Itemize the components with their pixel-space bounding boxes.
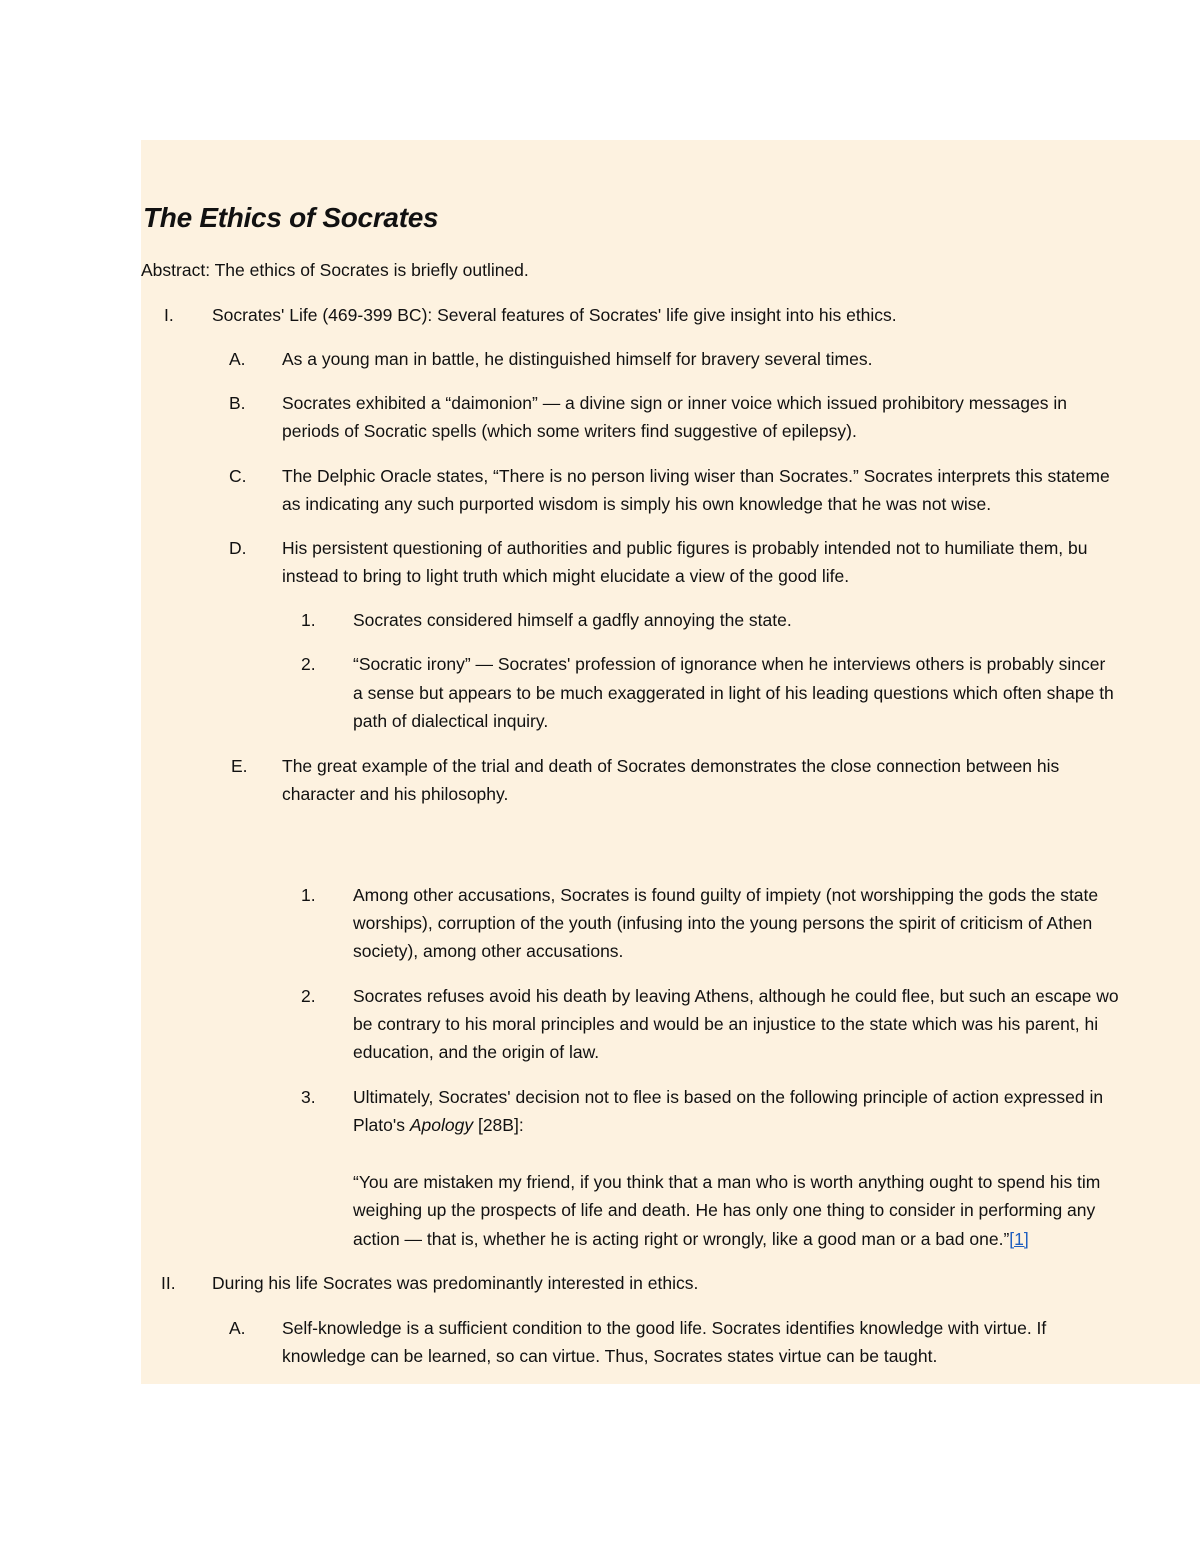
subitem-text: worships), corruption of the youth (infusing into the young persons the spirit of criticism of Athen	[353, 913, 1093, 933]
subitem-marker: 3.	[301, 1087, 316, 1107]
item-text: periods of Socratic spells (which some writers find suggestive of epilepsy).	[282, 421, 857, 441]
abstract: Abstract: The ethics of Socrates is briefly outlined.	[141, 260, 529, 280]
item-text: instead to bring to light truth which might elucidate a view of the good life.	[282, 566, 850, 586]
citation-prefix: Plato's	[353, 1115, 410, 1135]
document-page	[141, 140, 1200, 1384]
citation-suffix: [28B]:	[473, 1115, 524, 1135]
subitem-text: a sense but appears to be much exaggerated in light of his leading questions which often shape th	[353, 683, 1114, 703]
item-text: knowledge can be learned, so can virtue. Thus, Socrates states virtue can be taught.	[282, 1346, 938, 1366]
quote-text: weighing up the prospects of life and death. He has only one thing to consider in performing any	[353, 1200, 1096, 1220]
item-text: Self-knowledge is a sufficient condition to the good life. Socrates identifies knowledge with virtue. If	[282, 1318, 1047, 1338]
item-text: The Delphic Oracle states, “There is no person living wiser than Socrates.” Socrates interprets this stateme	[282, 466, 1110, 486]
subitem-marker: 1.	[301, 610, 316, 630]
item-text: As a young man in battle, he distinguished himself for bravery several times.	[282, 349, 873, 369]
subitem-text: path of dialectical inquiry.	[353, 711, 549, 731]
work-title: Apology	[409, 1115, 474, 1135]
item-marker: E.	[231, 756, 248, 776]
subitem-marker: 2.	[301, 986, 316, 1006]
subitem-text: society), among other accusations.	[353, 941, 624, 961]
item-text: as indicating any such purported wisdom is simply his own knowledge that he was not wise.	[282, 494, 992, 514]
quote-text: action — that is, whether he is acting right or wrongly, like a good man or a bad one.”	[353, 1229, 1010, 1249]
quote-text-last	[353, 1225, 1029, 1254]
footnote-link[interactable]: [1]	[1009, 1229, 1029, 1249]
subitem-text: Socrates considered himself a gadfly annoying the state.	[353, 610, 792, 630]
item-marker: A.	[229, 349, 246, 369]
subitem-text: education, and the origin of law.	[353, 1042, 600, 1062]
section-heading: Socrates' Life (469-399 BC): Several features of Socrates' life give insight into his ethics.	[212, 305, 897, 325]
subitem-text-with-citation	[353, 1111, 524, 1140]
subitem-text: Ultimately, Socrates' decision not to flee is based on the following principle of action expressed in	[353, 1087, 1104, 1107]
item-text: character and his philosophy.	[282, 784, 509, 804]
document-content	[141, 140, 1200, 1384]
item-text: His persistent questioning of authorities and public figures is probably intended not to humiliate them, bu	[282, 538, 1088, 558]
section-heading: During his life Socrates was predominantly interested in ethics.	[212, 1273, 699, 1293]
document-title: The Ethics of Socrates	[143, 202, 439, 233]
item-marker: D.	[229, 538, 247, 558]
section-marker: I.	[164, 305, 174, 325]
item-marker: B.	[229, 393, 246, 413]
subitem-text: Among other accusations, Socrates is found guilty of impiety (not worshipping the gods the state	[353, 885, 1099, 905]
section-marker: II.	[161, 1273, 176, 1293]
item-text: The great example of the trial and death of Socrates demonstrates the close connection between his	[282, 756, 1060, 776]
subitem-marker: 1.	[301, 885, 316, 905]
quote-text: “You are mistaken my friend, if you think that a man who is worth anything ought to spend his tim	[353, 1172, 1101, 1192]
subitem-text: be contrary to his moral principles and would be an injustice to the state which was his parent, hi	[353, 1014, 1099, 1034]
item-marker: C.	[229, 466, 247, 486]
item-text: Socrates exhibited a “daimonion” — a divine sign or inner voice which issued prohibitory messages in	[282, 393, 1067, 413]
subitem-marker: 2.	[301, 654, 316, 674]
subitem-text: “Socratic irony” — Socrates' profession of ignorance when he interviews others is probably sincer	[353, 654, 1106, 674]
item-marker: A.	[229, 1318, 246, 1338]
subitem-text: Socrates refuses avoid his death by leaving Athens, although he could flee, but such an escape wo	[353, 986, 1119, 1006]
